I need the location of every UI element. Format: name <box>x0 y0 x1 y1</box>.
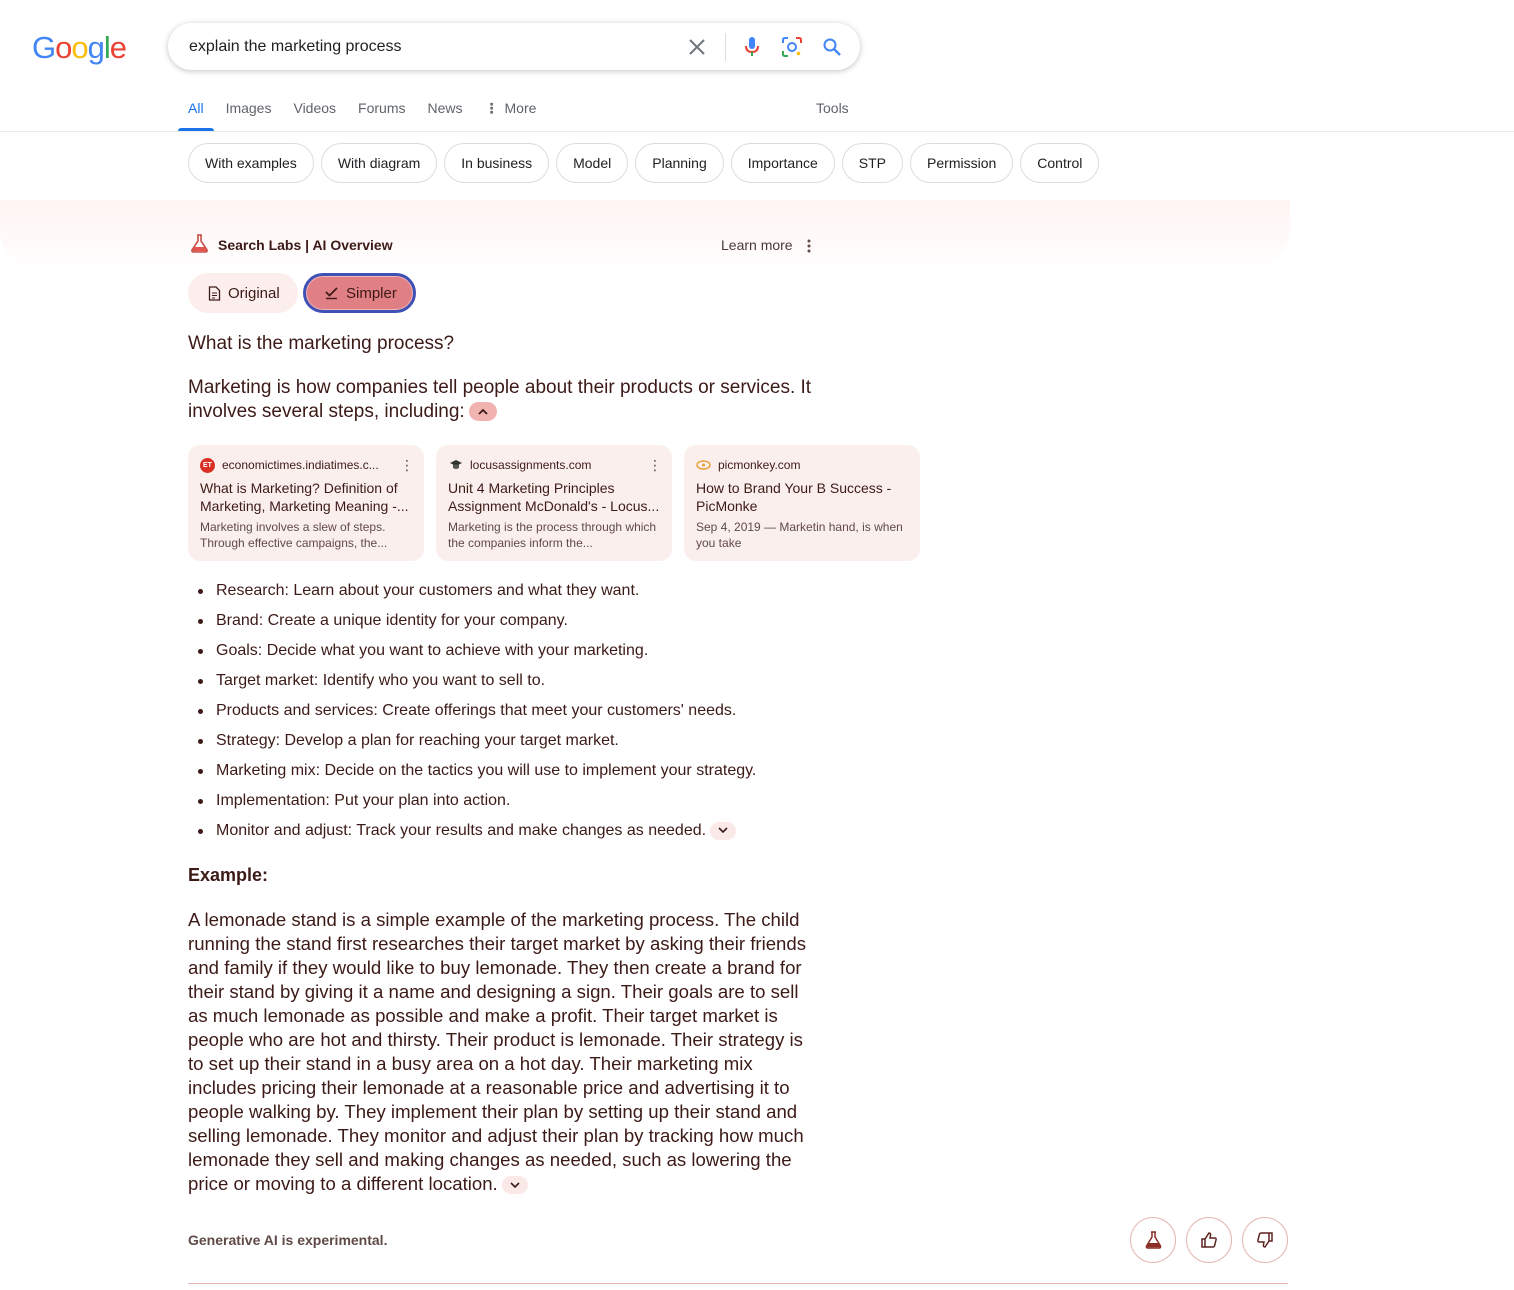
source-header <box>696 457 908 473</box>
list-item: Brand: Create a unique identity for your company. <box>190 608 756 638</box>
source-site: picmonkey.com <box>718 458 801 472</box>
refinement-chips <box>188 143 1106 183</box>
source-menu-icon[interactable]: ⋮ <box>648 457 662 473</box>
thumbs-up-button[interactable] <box>1186 1217 1232 1263</box>
labs-button[interactable] <box>1130 1217 1176 1263</box>
expand-sources-button[interactable] <box>710 822 736 840</box>
picmonkey-favicon-icon <box>696 458 711 473</box>
search-divider <box>725 33 726 61</box>
ai-disclaimer: Generative AI is experimental. <box>188 1232 388 1248</box>
thumbs-down-button[interactable] <box>1242 1217 1288 1263</box>
logo-letter: G <box>32 30 56 65</box>
labs-flask-icon <box>1145 1231 1162 1249</box>
tab-more[interactable] <box>485 100 537 131</box>
simpler-label: Simpler <box>346 284 397 302</box>
expand-sources-button[interactable] <box>502 1176 528 1194</box>
simpler-toggle-button[interactable] <box>303 273 416 313</box>
list-item-text: Monitor and adjust: Track your results and make changes as needed. <box>216 822 707 839</box>
source-title[interactable]: What is Marketing? Definition of Marketing, Marketing Meaning -... <box>200 480 409 514</box>
ai-overview-title: Search Labs | AI Overview <box>218 237 393 253</box>
source-card[interactable] <box>436 445 672 561</box>
more-vert-icon: ⋮ <box>484 100 499 116</box>
chevron-down-icon <box>718 827 728 834</box>
tab-more-label: More <box>504 100 537 116</box>
logo-letter: g <box>87 30 104 65</box>
source-snippet: Sep 4, 2019 — Marketin hand, is when you take <box>696 520 903 550</box>
learn-more-link[interactable]: Learn more <box>721 237 793 253</box>
source-snippet: Marketing involves a slew of steps. Through effective campaigns, the... <box>200 520 388 550</box>
check-icon <box>324 286 339 300</box>
chip-planning[interactable]: Planning <box>635 143 724 183</box>
list-item: Products and services: Create offerings that meet your customers' needs. <box>190 698 756 728</box>
more-options-icon[interactable] <box>806 238 812 259</box>
tab-images[interactable]: Images <box>225 100 272 116</box>
list-item: Target market: Identify who you want to sell to. <box>190 668 756 698</box>
logo-letter: l <box>103 30 110 65</box>
source-title[interactable]: How to Brand Your B Success - PicMonke <box>696 480 892 514</box>
thumbs-down-icon <box>1256 1231 1274 1249</box>
example-paragraph <box>188 908 818 1196</box>
graduation-cap-icon <box>448 458 463 473</box>
google-logo[interactable] <box>32 30 126 66</box>
chip-with-examples[interactable]: With examples <box>188 143 314 183</box>
source-menu-icon[interactable]: ⋮ <box>400 457 414 473</box>
microphone-icon[interactable] <box>740 35 764 59</box>
chip-with-diagram[interactable]: With diagram <box>321 143 437 183</box>
source-header <box>448 457 660 473</box>
logo-letter: e <box>109 30 127 65</box>
tabs-divider <box>0 131 1514 132</box>
tab-forums[interactable]: Forums <box>358 100 406 116</box>
original-label: Original <box>228 284 280 302</box>
list-item: Marketing mix: Decide on the tactics you will use to implement your strategy. <box>190 758 756 788</box>
original-toggle-button[interactable] <box>188 273 298 313</box>
tools-button[interactable]: Tools <box>816 100 849 116</box>
search-tabs <box>188 100 558 131</box>
logo-letter: o <box>55 30 72 65</box>
economictimes-favicon-icon: ET <box>200 458 215 473</box>
example-text: A lemonade stand is a simple example of the marketing process. The child running the stand first researches their target market by asking their friends and family if they would like to buy lemonade. They then create a brand for their stand by giving it a name and designing a sign. Their goals are to sell as much lemonade as possible and make a profit. Their target market is people who are hot and thirsty. Their product is lemonade. Their strategy is to set up their stand in a busy area on a hot day. Their marketing mix includes pricing their lemonade at a reasonable price and advertising it to people walking by. They implement their plan by setting up their stand and selling lemonade. They monitor and adjust their plan by tracking how much lemonade they sell and making changes as needed, such as lowering the price or moving to a different location. <box>188 909 807 1194</box>
logo-letter: o <box>71 30 88 65</box>
ai-intro-text: Marketing is how companies tell people about their products or services. It involves several steps, including: <box>188 377 812 422</box>
tab-all[interactable]: All <box>188 100 204 131</box>
collapse-sources-button[interactable] <box>469 402 497 421</box>
search-box[interactable] <box>168 23 860 70</box>
chevron-up-icon <box>478 408 488 415</box>
source-card[interactable] <box>188 445 424 561</box>
tab-videos[interactable]: Videos <box>293 100 337 116</box>
search-icon[interactable] <box>820 35 844 59</box>
source-card[interactable] <box>684 445 920 561</box>
tab-news[interactable]: News <box>427 100 463 116</box>
chevron-down-icon <box>510 1182 520 1189</box>
chip-model[interactable]: Model <box>556 143 628 183</box>
list-item: Goals: Decide what you want to achieve with your marketing. <box>190 638 756 668</box>
thumbs-up-icon <box>1200 1231 1218 1249</box>
lens-icon[interactable] <box>780 35 804 59</box>
ai-overview-header <box>190 234 393 256</box>
chip-stp[interactable]: STP <box>842 143 903 183</box>
source-header <box>200 457 412 473</box>
source-site: economictimes.indiatimes.c... <box>222 458 379 472</box>
chip-permission[interactable]: Permission <box>910 143 1013 183</box>
source-site: locusassignments.com <box>470 458 592 472</box>
search-input[interactable]: explain the marketing process <box>189 37 402 55</box>
chip-in-business[interactable]: In business <box>444 143 549 183</box>
list-item: Implementation: Put your plan into action. <box>190 788 756 818</box>
labs-flask-icon <box>190 234 209 256</box>
list-item: Research: Learn about your customers and what they want. <box>190 578 756 608</box>
source-title[interactable]: Unit 4 Marketing Principles Assignment McDonald's - Locus... <box>448 480 660 514</box>
example-heading: Example: <box>188 865 269 885</box>
ai-intro <box>188 376 818 424</box>
ai-overview-divider <box>188 1283 1288 1284</box>
document-icon <box>208 286 221 301</box>
source-cards <box>188 445 903 561</box>
chip-importance[interactable]: Importance <box>731 143 835 183</box>
source-snippet: Marketing is the process through which the companies inform the... <box>448 520 657 550</box>
chip-control[interactable]: Control <box>1020 143 1099 183</box>
list-item <box>190 818 756 848</box>
list-item: Strategy: Develop a plan for reaching your target market. <box>190 728 756 758</box>
close-icon[interactable] <box>685 35 709 59</box>
steps-list <box>190 578 756 848</box>
ai-question: What is the marketing process? <box>188 333 455 354</box>
